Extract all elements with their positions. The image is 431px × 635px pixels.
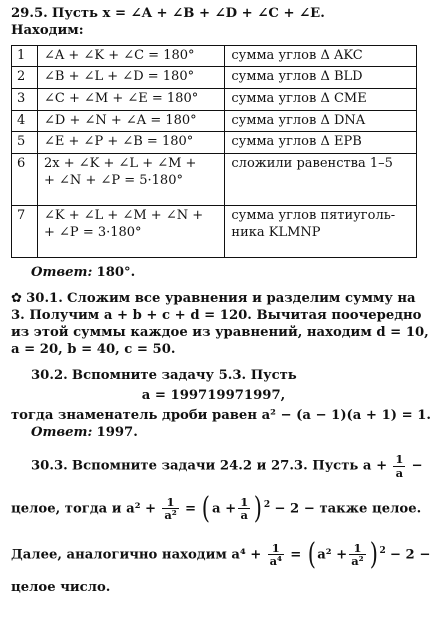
comment-cell [225, 132, 417, 154]
fraction: $\frac{1}{\text{a⁴}}$ [269, 540, 283, 569]
comment-cell [225, 153, 417, 205]
equation-cell [38, 153, 225, 205]
answer-label: Ответ: [31, 424, 93, 440]
row-number: 7 [12, 206, 38, 258]
comment-line: ника KLMNP [231, 224, 321, 240]
table-row [12, 45, 417, 67]
problem-number: 29.5. [11, 6, 48, 21]
text-line: − 2 − также целое. [274, 501, 422, 517]
paren-open: ( [202, 490, 211, 526]
paren-close: ) [369, 536, 378, 572]
paren-close: ) [253, 490, 263, 526]
row-number: 2 [12, 67, 38, 89]
answer-value: 180°. [96, 265, 136, 281]
fraction: $\frac{1}{\text{a²}}$ [351, 540, 364, 569]
fraction: $\frac{1}{a}$ [395, 452, 404, 481]
problem-30-2 [11, 367, 431, 442]
table-row [12, 110, 417, 132]
text-line: целое, тогда и a² + [11, 501, 157, 517]
row-number: 6 [12, 153, 38, 205]
text-line: тогда знаменатель дроби равен a² − (a − 1)(a + 1) = 1. [11, 407, 431, 423]
row-number: 1 [12, 45, 38, 67]
table-row [12, 67, 417, 89]
text-line: целое число. [11, 579, 111, 595]
equation-cell [38, 132, 225, 154]
equation-cell [38, 89, 225, 111]
answer-value: 1997. [96, 424, 138, 440]
comment: сложили равенства 1–5 [231, 155, 393, 171]
comment: сумма углов Δ EPB [231, 134, 362, 150]
comment: сумма углов Δ AKC [231, 47, 363, 63]
equation-cell [38, 45, 225, 67]
problem-number: 30.3. [31, 459, 68, 475]
textbook-page [11, 6, 431, 597]
equation: ∠D + ∠N + ∠A = 180° [44, 112, 197, 128]
equation-line: ∠K + ∠L + ∠M + ∠N + [44, 208, 204, 224]
comment-cell [225, 89, 417, 111]
text-line: 3. Получим a + b + c + d = 120. Вычитая поочередно [11, 308, 422, 324]
paren-open: ( [307, 536, 316, 572]
intro-text: Пусть x = ∠A + ∠B + ∠D + ∠C + ∠E. [51, 6, 325, 21]
equation-cell [38, 110, 225, 132]
row-number: 3 [12, 89, 38, 111]
text-line: Далее, аналогично находим a⁴ + [11, 547, 262, 563]
further-line: Далее, аналогично находим a⁴ + $\frac{1}{\text{a⁴}}$ = ( a² + $\frac{1}{\text{a²}}$ ) $^2$ − 2 − [11, 536, 431, 572]
intro-text: Вспомните задачу 5.3. Пусть [71, 367, 297, 383]
text-line: Сложим все уравнения и разделим сумму на [67, 291, 416, 307]
table-row [12, 153, 417, 205]
equation: ∠A + ∠K + ∠C = 180° [44, 47, 195, 63]
equation-cell [38, 206, 225, 258]
term: a² + [317, 547, 348, 563]
table-row [12, 206, 417, 258]
comment-cell [225, 45, 417, 67]
problem-number: 30.2. [31, 367, 68, 383]
equation-line: + ∠N + ∠P = 5·180° [44, 172, 183, 188]
answer-30-2 [31, 425, 416, 442]
answer-29-5 [31, 265, 416, 282]
problem-30-3: 30.3. Вспомните задачи 24.2 и 27.3. Пусть a + $\frac{1}{a}$ − целое, тогда и a² + $\frac{1}{\text{a²}}$ = ( a + $\frac{1}{a}$ ) $^2$ − 2 − также целое. Далее, аналогично находим a⁴ + $\frac{1}{\text{a⁴}}$ = ( a² + $\frac{1}{\text{a²}}$ ) $^2$ − 2 − целое число. [11, 452, 431, 595]
equation: ∠B + ∠L + ∠D = 180° [44, 69, 195, 85]
comment: сумма углов Δ CME [231, 91, 367, 107]
problem-29-5-intro [11, 6, 416, 23]
comment-cell [225, 206, 417, 258]
equation-line: 2x + ∠K + ∠L + ∠M + [44, 155, 197, 171]
equation-cell [38, 67, 225, 89]
comment: сумма углов Δ BLD [231, 69, 363, 85]
comment-cell [225, 110, 417, 132]
comment-cell [225, 67, 417, 89]
fraction: $\frac{1}{\text{a²}}$ [164, 494, 177, 523]
row-number: 4 [12, 110, 38, 132]
whole-line-1: целое, тогда и a² + $\frac{1}{\text{a²}}$ = ( a + $\frac{1}{a}$ ) $^2$ − 2 − также целое. [11, 490, 422, 526]
comment: сумма углов Δ DNA [231, 112, 366, 128]
fraction: $\frac{1}{a}$ [240, 494, 249, 523]
solution-table [11, 45, 417, 259]
text-line: − 2 − [389, 547, 431, 563]
star-icon: ✿ [11, 291, 22, 307]
problem-number: 30.1. [26, 291, 63, 307]
term: a + [212, 501, 237, 517]
exponent: 2 [263, 499, 271, 510]
equation: ∠E + ∠P + ∠B = 180° [44, 134, 194, 150]
table-row [12, 132, 417, 154]
find-label: Находим: [11, 22, 84, 38]
formula: a = 199719971997, [141, 387, 286, 403]
equation: ∠C + ∠M + ∠E = 180° [44, 91, 199, 107]
answer-label: Ответ: [31, 265, 93, 281]
table-row [12, 89, 417, 111]
row-number: 5 [12, 132, 38, 154]
intro-text: Вспомните задачи 24.2 и 27.3. Пусть a + [71, 459, 388, 475]
text-line: из этой суммы каждое из уравнений, находим d = 10, [11, 325, 429, 341]
text-line: a = 20, b = 40, c = 50. [11, 341, 176, 357]
comment-line: сумма углов пятиуголь- [231, 208, 396, 224]
exponent: 2 [379, 545, 386, 556]
problem-30-1 [11, 291, 429, 359]
equation-line: + ∠P = 3·180° [44, 224, 142, 240]
